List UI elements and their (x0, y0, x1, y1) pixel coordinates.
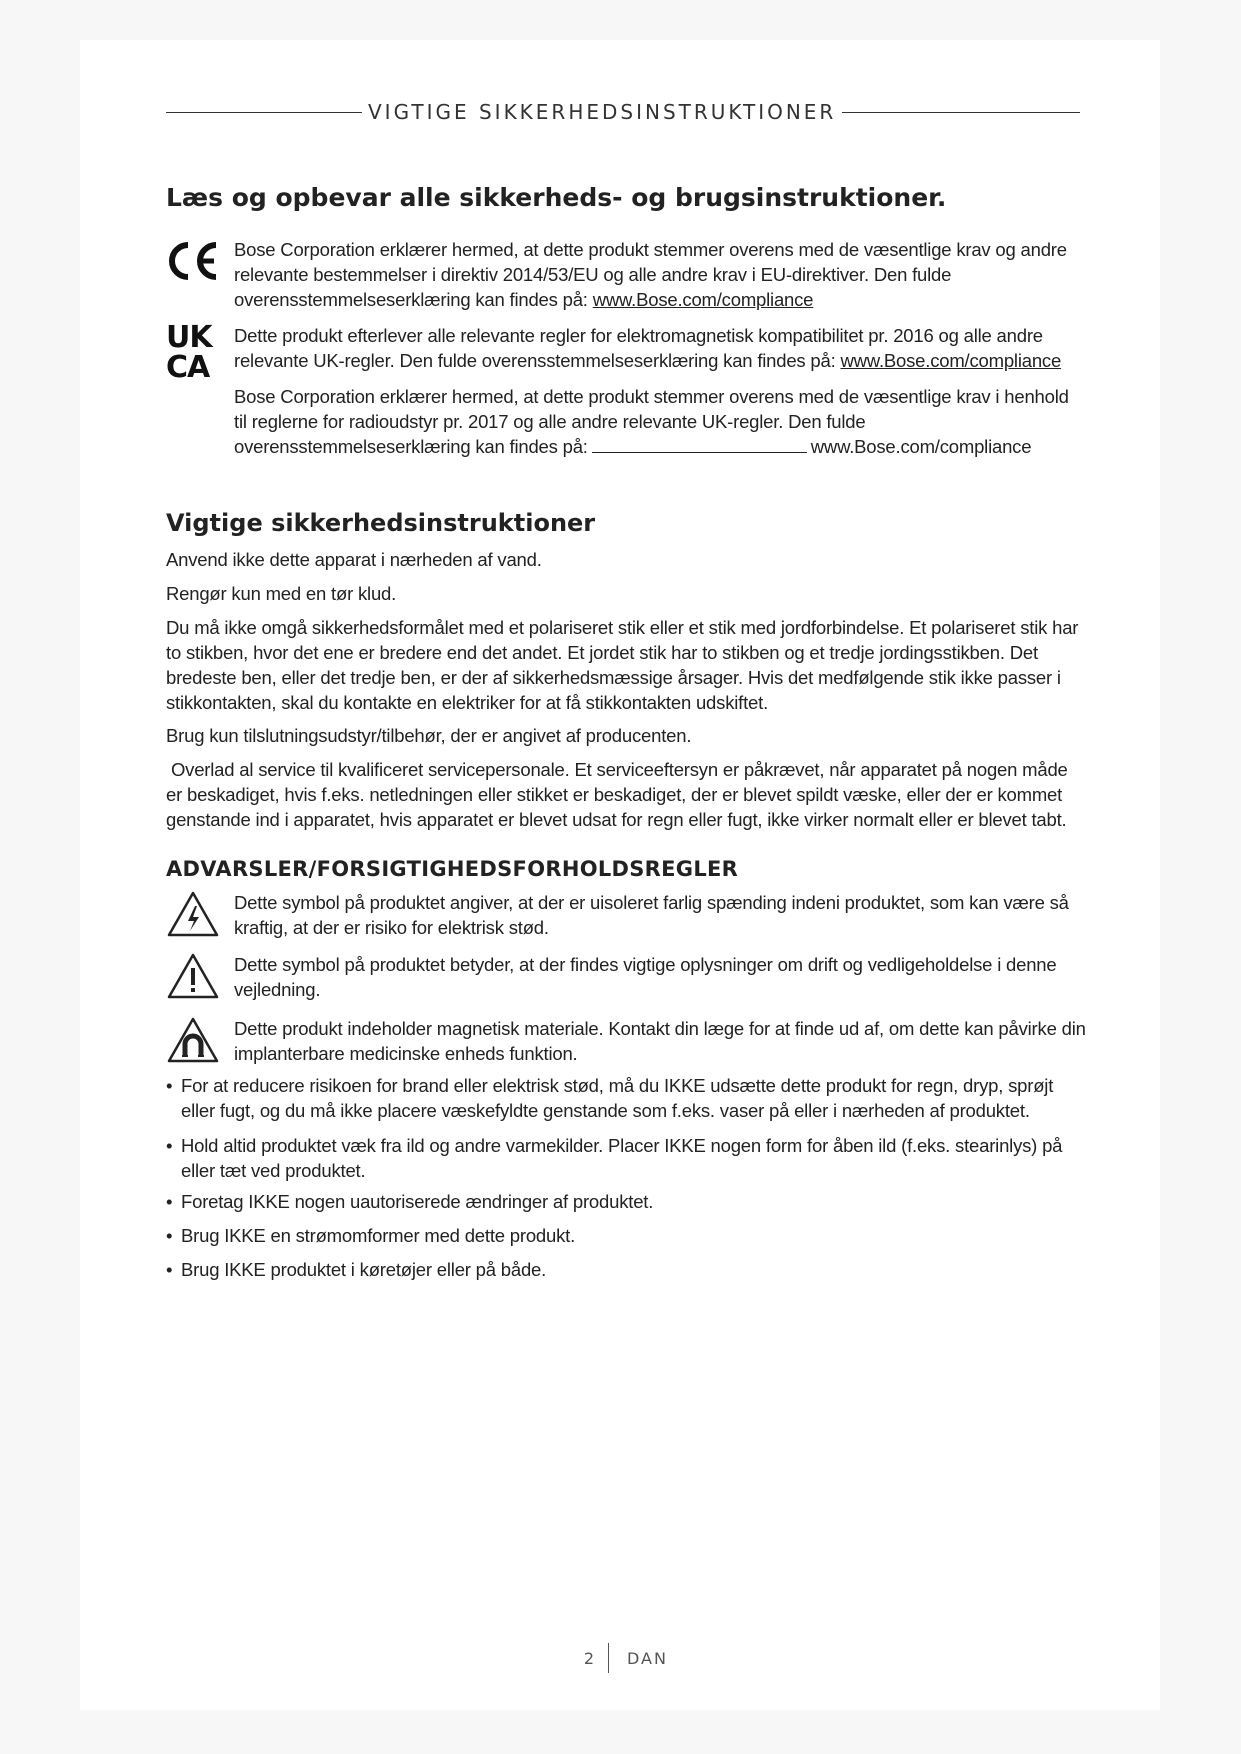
paragraph-accessories: Brug kun tilslutningsudstyr/tilbehør, der er angivet af producenten. (166, 725, 692, 746)
bullet-text: For at reducere risikoen for brand eller elektrisk stød, må du IKKE udsætte dette produkt for regn, dryp, sprøjt eller fugt, og du må ikke placere væskefyldte genstande som f.eks. vaser på eller i nærheden af produktet. (181, 1075, 1054, 1121)
bullet-dot: • (166, 1225, 173, 1246)
ukca-compliance-link-2[interactable]: www.Bose.com/compliance (810, 436, 1032, 457)
header-rule-right (842, 112, 1080, 113)
bullet-dot: • (166, 1191, 173, 1212)
exclamation-warning-icon (166, 952, 220, 1000)
paragraph-water: Anvend ikke dette apparat i nærheden af vand. (166, 549, 542, 570)
magnet-warning-icon (166, 1016, 220, 1064)
warning-magnet-text: Dette produkt indeholder magnetisk materiale. Kontakt din læge for at finde ud af, om dette kan påvirke din implanterbare medicinske enheds funktion. (234, 1018, 1086, 1064)
page-footer (0, 1643, 1241, 1673)
ce-text-body: Bose Corporation erklærer hermed, at dette produkt stemmer overens med de væsentlige krav og andre relevante bestemmelser i direktiv 2014/53/EU og alle andre krav i EU-direktiver. Den fulde overensstemmelseserklæring kan findes på: (234, 239, 1067, 310)
ukca-logo-top: UK (166, 320, 212, 355)
ukca-compliance-link-1[interactable]: www.Bose.com/compliance (840, 350, 1062, 371)
page-header (166, 100, 1080, 124)
paragraph-clean: Rengør kun med en tør klud. (166, 583, 397, 604)
bullet-dot: • (166, 1135, 173, 1156)
bullet-dot: • (166, 1075, 173, 1096)
electric-shock-warning-icon (166, 890, 220, 938)
paragraph-service: Overlad al service til kvalificeret servicepersonale. Et serviceeftersyn er påkrævet, når apparatet på nogen måde er beskadiget, hvis f.eks. netledningen eller stikket er beskadiget, der er blevet spildt væske, eller der er kommet genstande ind i apparatet, hvis apparatet er blevet udsat for regn eller fugt, ikke virker normalt eller er blevet tabt. (166, 759, 1073, 830)
ce-text (234, 237, 1086, 312)
main-title: Læs og opbevar alle sikkerheds- og brugsinstruktioner. (166, 183, 947, 212)
blank-line (592, 436, 807, 453)
header-title: VIGTIGE SIKKERHEDSINSTRUKTIONER (368, 100, 837, 124)
ukca-logo-bottom: CA (166, 350, 210, 385)
bullet-text: Brug IKKE produktet i køretøjer eller på både. (181, 1259, 547, 1280)
ce-mark-logo (166, 239, 220, 288)
warning-exclamation-text: Dette symbol på produktet betyder, at der findes vigtige oplysninger om drift og vedligeholdelse i denne vejledning. (234, 954, 1057, 1000)
page-number: 2 (583, 1648, 594, 1668)
ukca-mark-logo (166, 320, 226, 385)
bullet-text: Foretag IKKE nogen uautoriserede ændringer af produktet. (181, 1191, 654, 1212)
bullet-text: Brug IKKE en strømomformer med dette produkt. (181, 1225, 576, 1246)
header-rule-left (166, 112, 362, 113)
bullet-text: Hold altid produktet væk fra ild og andre varmekilder. Placer IKKE nogen form for åben ild (f.eks. stearinlys) på eller tæt ved produktet. (181, 1135, 1063, 1181)
section-title-safety: Vigtige sikkerhedsinstruktioner (166, 509, 596, 537)
ukca-text-2 (234, 384, 1086, 459)
ukca-text-1-body: Dette produkt efterlever alle relevante regler for elektromagnetisk kompatibilitet pr. 2016 og alle andre relevante UK-regler. Den fulde overensstemmelseserklæring kan findes på: (234, 325, 1043, 371)
ce-compliance-link[interactable]: www.Bose.com/compliance (592, 289, 814, 310)
language-label: DAN (627, 1648, 668, 1668)
ukca-text-1 (234, 323, 1086, 373)
ukca-text-2-body: Bose Corporation erklærer hermed, at dette produkt stemmer overens med de væsentlige krav i henhold til reglerne for radioudstyr pr. 2017 og alle andre relevante UK-regler. Den fulde overensstemmelseserklæring kan findes på: (234, 386, 1069, 457)
warning-electric-shock-text: Dette symbol på produktet angiver, at der er uisoleret farlig spænding indeni produktet, som kan være så kraftig, at der er risiko for elektrisk stød. (234, 892, 1069, 938)
section-title-warnings: ADVARSLER/FORSIGTIGHEDSFORHOLDSREGLER (166, 857, 739, 881)
bullet-dot: • (166, 1259, 173, 1280)
paragraph-plug: Du må ikke omgå sikkerhedsformålet med et polariseret stik eller et stik med jordforbindelse. Et polariseret stik har to stikben, hvor det ene er bredere end det andet. Et jordet stik har to stikben og et tredje jordingsstikben. Det bredeste ben, eller det tredje ben, er der af sikkerhedsmæssige årsager. Hvis det medfølgende stik ikke passer i stikkontakten, skal du kontakte en elektriker for at få stikkontakten udskiftet. (166, 617, 1079, 713)
